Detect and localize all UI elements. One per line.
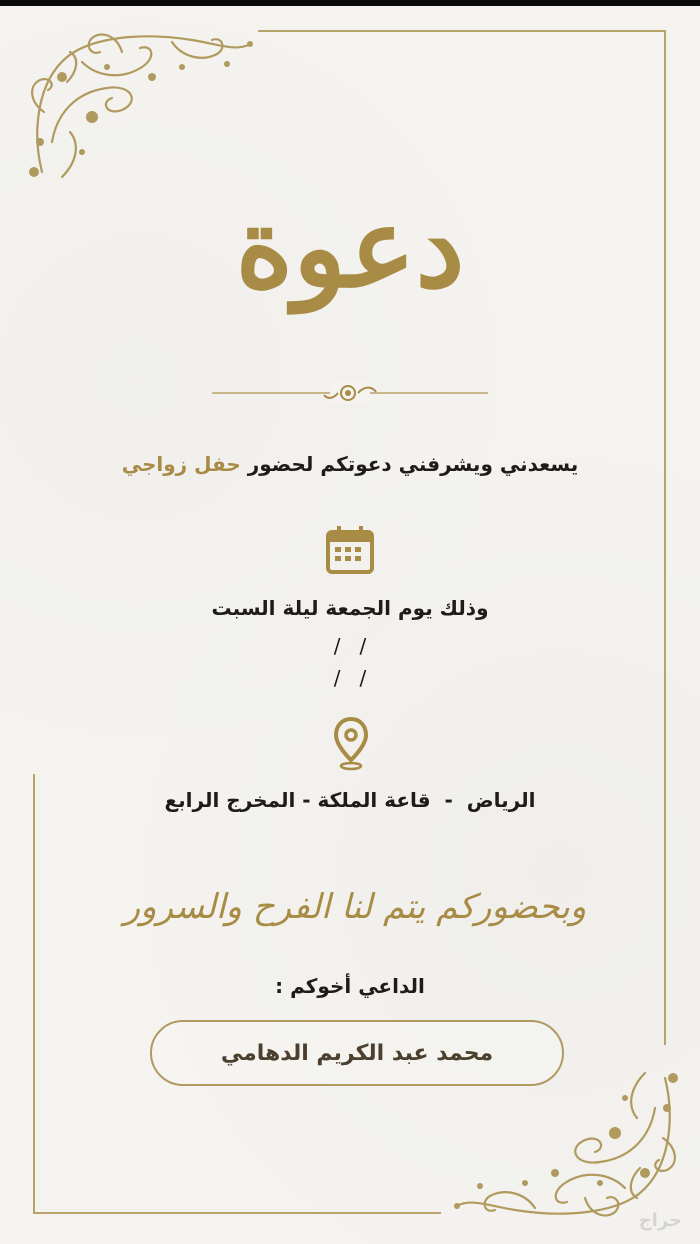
frame-bottom-line [33, 1212, 441, 1214]
blessing-text: وبحضوركم يتم لنا الفرح والسرور [123, 887, 587, 927]
invitation-text [0, 452, 700, 476]
title-text: دعوة [235, 183, 465, 312]
location-text: الرياض - قاعة الملكة - المخرج الرابع [164, 788, 536, 812]
ornamental-divider-icon [212, 378, 488, 408]
blessing-calligraphy [123, 866, 587, 946]
host-label: الداعي أخوكم : [275, 974, 425, 998]
host-name-box [150, 1020, 564, 1086]
title-calligraphy [230, 146, 470, 336]
location-pin-icon [333, 716, 369, 772]
watermark-logo: حراج [638, 1210, 682, 1231]
date-slashes-top: / / [333, 634, 367, 658]
frame-right-line [664, 30, 666, 1045]
invitation-highlight: حفل زواجي [121, 452, 241, 476]
date-slashes-bottom: / / [333, 666, 367, 690]
corner-ornament-top-left-icon [22, 22, 262, 192]
frame-top-line [258, 30, 666, 32]
day-text: وذلك يوم الجمعة ليلة السبت [211, 596, 489, 620]
invitation-card [0, 6, 700, 1244]
calendar-icon [325, 524, 375, 576]
invitation-prefix: يسعدني ويشرفني دعوتكم لحضور [247, 452, 579, 476]
host-name: محمد عبد الكريم الدهامي [220, 1040, 494, 1066]
